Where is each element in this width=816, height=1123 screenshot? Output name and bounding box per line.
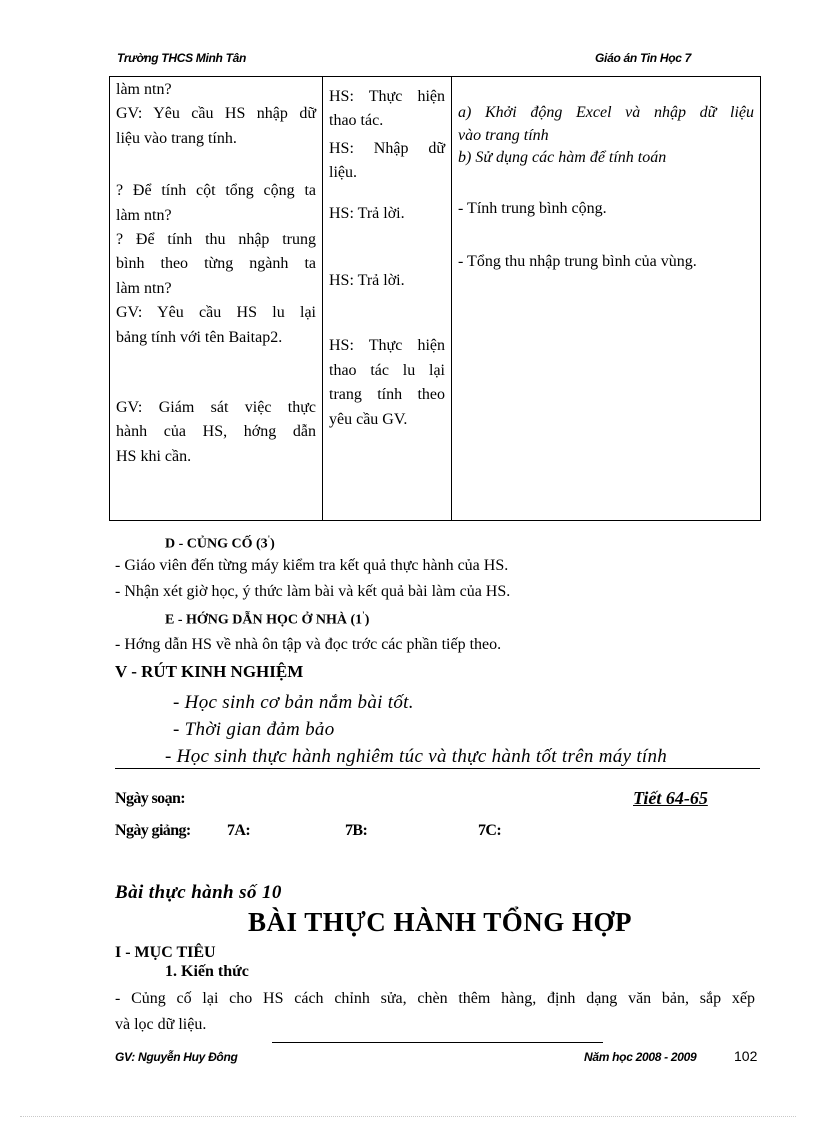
teacher-line: liệu vào trang tính. [116,129,237,147]
page-bottom-dotted-rule [20,1116,796,1117]
section-e-title: E - HỚNG DẪN HỌC Ở NHÀ (1') [165,610,370,628]
school-name: Trường THCS Minh Tân [117,51,247,65]
content-a-line2: vào trang tính [458,127,549,145]
class-7b: 7B: [345,822,368,839]
content-bullet-total: - Tổng thu nhập trung bình của vùng. [458,252,697,270]
experience-item: - Học sinh cơ bản nắm bài tốt. [173,692,414,713]
subsection-knowledge: 1. Kiến thức [165,963,249,980]
ngay-giang-label: Ngày giảng: [115,822,191,839]
teacher-line: làm ntn? [116,81,172,98]
content-cell [452,77,761,521]
student-line: HS: Nhập dữ [329,139,445,157]
student-activity-cell [323,77,452,521]
objective-line: - Củng cố lại cho HS cách chỉnh sửa, chèn thêm hàng, định dạng văn bản, sắp xếp [115,990,755,1007]
section-v-title: V - RÚT KINH NGHIỆM [115,662,304,681]
teacher-line: làm ntn? [116,279,172,297]
lesson-period: Tiết 64-65 [633,788,708,808]
content-bullet-average: - Tính trung bình cộng. [458,200,607,218]
teacher-line: GV: Yêu cầu HS nhập dữ [116,105,316,123]
teacher-line: làm ntn? [116,206,172,224]
lesson-table [109,76,761,521]
student-line: thao tác lu lại [329,361,445,379]
student-line: HS: Trả lời. [329,272,405,290]
footer-school-year: Năm học 2008 - 2009 [584,1050,697,1064]
experience-item: - Học sinh thực hành nghiêm túc và thực hành tốt trên máy tính [165,746,668,767]
teacher-activity-cell [110,77,323,521]
objective-line: và lọc dữ liệu. [115,1016,207,1033]
ngay-soan-label: Ngày soạn: [115,790,186,807]
teacher-line: GV: Yêu cầu HS lu lại [116,304,316,322]
footer-author: GV: Nguyễn Huy Đông [115,1050,238,1064]
section-d-title: D - CỦNG CỐ (3') [165,534,275,552]
student-line: yêu cầu GV. [329,410,408,428]
page-number: 102 [734,1048,758,1064]
teacher-line [116,350,316,396]
teacher-line: hành của HS, hớng dẫn [116,423,316,441]
teacher-line: GV: Giám sát việc thực [116,399,316,417]
section-e-line: - Hớng dẫn HS về nhà ôn tập và đọc trớc các phần tiếp theo. [115,636,502,653]
student-line: HS: Thực hiện [329,88,445,105]
teacher-line [116,151,316,179]
teacher-line: HS khi cần. [116,447,192,465]
content-a-line1: a) Khởi động Excel và nhập dữ liệu [458,104,754,121]
section-d-line: - Giáo viên đến từng máy kiểm tra kết quả thực hành của HS. [115,557,509,574]
student-line: HS: Thực hiện [329,337,445,355]
student-line: HS: Trả lời. [329,204,405,222]
footer-rule [272,1042,603,1043]
lab-number: Bài thực hành số 10 [115,882,282,903]
subject-name: Giáo án Tin Học 7 [595,51,692,65]
teacher-line: bình theo từng ngành ta [116,255,316,273]
student-line: liệu. [329,164,357,182]
class-7c: 7C: [478,822,502,839]
experience-item: - Thời gian đảm bảo [173,719,335,740]
section-d-line: - Nhận xét giờ học, ý thức làm bài và kết quả bài làm của HS. [115,583,511,600]
teacher-line: ? Để tính cột tổng cộng ta [116,182,316,200]
section-divider [115,768,760,769]
section-i-title: I - MỤC TIÊU [115,944,216,961]
lesson-title: BÀI THỰC HÀNH TỔNG HỢP [247,907,633,937]
student-line: thao tác. [329,112,384,130]
teacher-line: ? Để tính thu nhập trung [116,231,316,249]
teacher-line: bảng tính với tên Baitap2. [116,328,283,346]
student-line: trang tính theo [329,386,445,404]
content-b-line: b) Sử dụng các hàm để tính toán [458,149,667,167]
class-7a: 7A: [227,822,251,839]
